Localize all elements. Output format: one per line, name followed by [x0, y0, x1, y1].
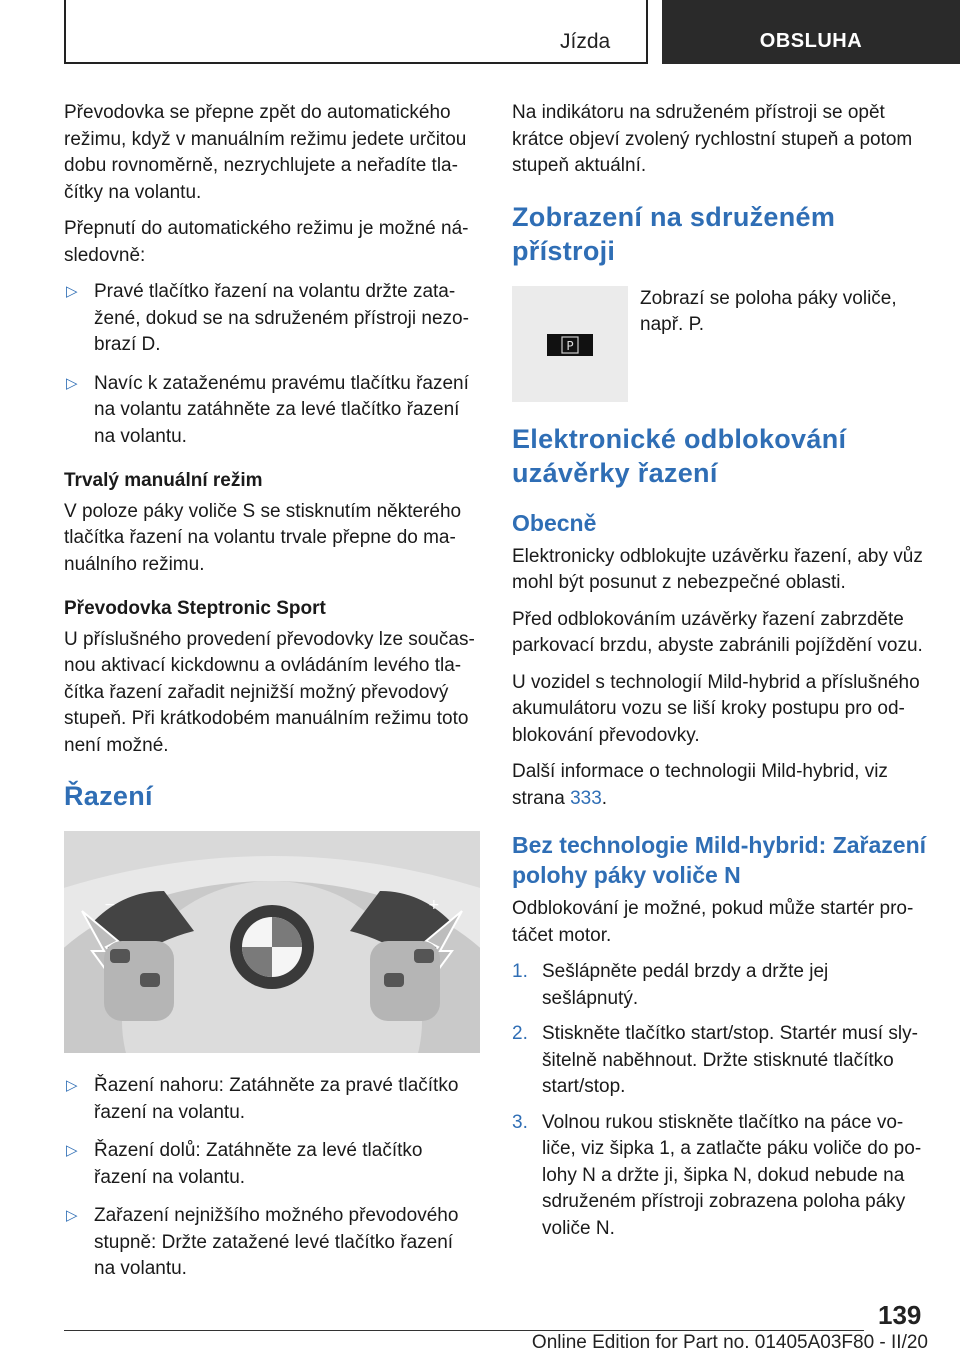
- paddle-plus-label: +: [428, 897, 440, 913]
- steering-wheel-image: [64, 831, 480, 1053]
- display-description: Zobrazí se poloha páky voliče, např. P.: [640, 287, 897, 335]
- list-item: [64, 1138, 478, 1191]
- section-tab: [662, 0, 960, 64]
- triangle-bullet-icon: ▷: [66, 1077, 78, 1094]
- list-item-text: Řazení dolů: Zatáhněte za levé tlačítko řazení na volantu.: [94, 1140, 423, 1188]
- steptronic-sport-text: U příslušného provedení převodovky lze současnou aktivací kickdownu a ovládáním levého tlačítka řazení zařadit nejnižší možný převodový stupeň. Při krátkodobém manuálním režimu toto není možné.: [64, 628, 475, 756]
- triangle-bullet-icon: ▷: [66, 1142, 78, 1159]
- general-paragraph: U vozidel s technologií Mild-hybrid a příslušného akumulátoru vozu se liší kroky postupu pro odblokování převodovky.: [512, 671, 920, 746]
- reference-text: Další informace o technologii Mild-hybrid, viz strana: [512, 761, 888, 809]
- triangle-bullet-icon: ▷: [66, 1207, 78, 1224]
- gear-display-image: [512, 286, 628, 402]
- permanent-manual-heading: Trvalý manuální režim: [64, 470, 263, 491]
- list-item-text: Zařazení nejnižšího možného převodového stupně: Držte zatažené levé tlačítko řazení na volantu.: [94, 1205, 459, 1279]
- indicator-paragraph: Na indikátoru na sdruženém přístroji se opět krátce objeví zvolený rychlostní stupeň a potom stupeň aktuální.: [512, 102, 913, 176]
- step-text: Sešlápněte pedál brzdy a držte jej sešlápnutý.: [542, 961, 829, 1009]
- page-link[interactable]: 333: [570, 787, 602, 809]
- no-hybrid-text: Odblokování je možné, pokud může startér protáčet motor.: [512, 898, 914, 946]
- general-paragraph: Před odblokováním uzávěrky řazení zabrzděte parkovací brzdu, abyste zabránili pojíždění vozu.: [512, 608, 923, 656]
- right-column: [512, 100, 928, 1251]
- step-number: 3.: [512, 1111, 528, 1133]
- list-item: [512, 1021, 928, 1101]
- no-hybrid-heading: Bez technologie Mild-hybrid: Zařazení polohy páky voliče N: [512, 832, 927, 888]
- paddle-minus-label: −: [104, 897, 116, 913]
- unlock-heading: Elektronické odblokování uzávěrky řazení: [512, 423, 847, 488]
- permanent-manual-text: V poloze páky voliče S se stisknutím některého tlačítka řazení na volantu trvale přepne do manuálního režimu.: [64, 500, 462, 575]
- triangle-bullet-icon: ▷: [66, 283, 78, 300]
- list-item-text: Navíc k zataženému pravému tlačítku řazení na volantu zatáhněte za levé tlačítko řazení na volantu.: [94, 372, 469, 447]
- reference-suffix: .: [601, 787, 608, 809]
- section-title: OBSLUHA: [759, 30, 863, 52]
- steptronic-sport-heading: Převodovka Steptronic Sport: [64, 598, 326, 619]
- mild-hybrid-reference: [512, 759, 928, 812]
- shifting-heading: Řazení: [64, 781, 153, 811]
- list-item: [64, 371, 478, 451]
- general-paragraph: Elektronicky odblokujte uzávěrku řazení, aby vůz mohl být posunut z nebezpečné oblasti.: [512, 545, 923, 593]
- general-heading: Obecně: [512, 509, 597, 536]
- gear-display-glyph: P: [566, 338, 574, 353]
- display-heading: Zobrazení na sdruženém přístroji: [512, 201, 836, 266]
- auto-mode-paragraph: Přepnutí do automatického režimu je možné následovně:: [64, 218, 469, 266]
- triangle-bullet-icon: ▷: [66, 374, 78, 392]
- step-text: Stiskněte tlačítko start/stop. Startér musí slyšitelně naběhnout. Držte stisknuté tlačítko start/stop.: [542, 1023, 918, 1097]
- footer-divider: [64, 1330, 864, 1331]
- list-item: [64, 279, 478, 359]
- chapter-title: Jízda: [560, 30, 611, 53]
- list-item-text: Pravé tlačítko řazení na volantu držte zatažené, dokud se na sdruženém přístroji nezobrazí D.: [94, 281, 469, 355]
- step-number: 1.: [512, 961, 528, 982]
- list-item: [512, 1110, 928, 1243]
- step-text: Volnou rukou stiskněte tlačítko na páce voliče, viz šipka 1, a zatlačte páku voliče do polohy N a držte ji, šipka N, dokud nebude na sdruženém přístroji zobrazena poloha páky voliče N.: [542, 1111, 922, 1239]
- list-item: [64, 1203, 478, 1283]
- step-number: 2.: [512, 1023, 528, 1044]
- list-item: [64, 1073, 478, 1126]
- page-number: 139: [878, 1300, 922, 1330]
- list-item: [512, 959, 928, 1012]
- left-column: [64, 100, 478, 1295]
- display-block: [512, 286, 928, 402]
- intro-paragraph: Převodovka se přepne zpět do automatického režimu, když v manuálním režimu jedete určitou dobu rovnoměrně, nezrychlujete a neřadíte tlačítky na volantu.: [64, 102, 467, 203]
- list-item-text: Řazení nahoru: Zatáhněte za pravé tlačítko řazení na volantu.: [94, 1075, 459, 1123]
- edition-note: Online Edition for Part no. 01405A03F80 - II/20: [531, 1332, 928, 1353]
